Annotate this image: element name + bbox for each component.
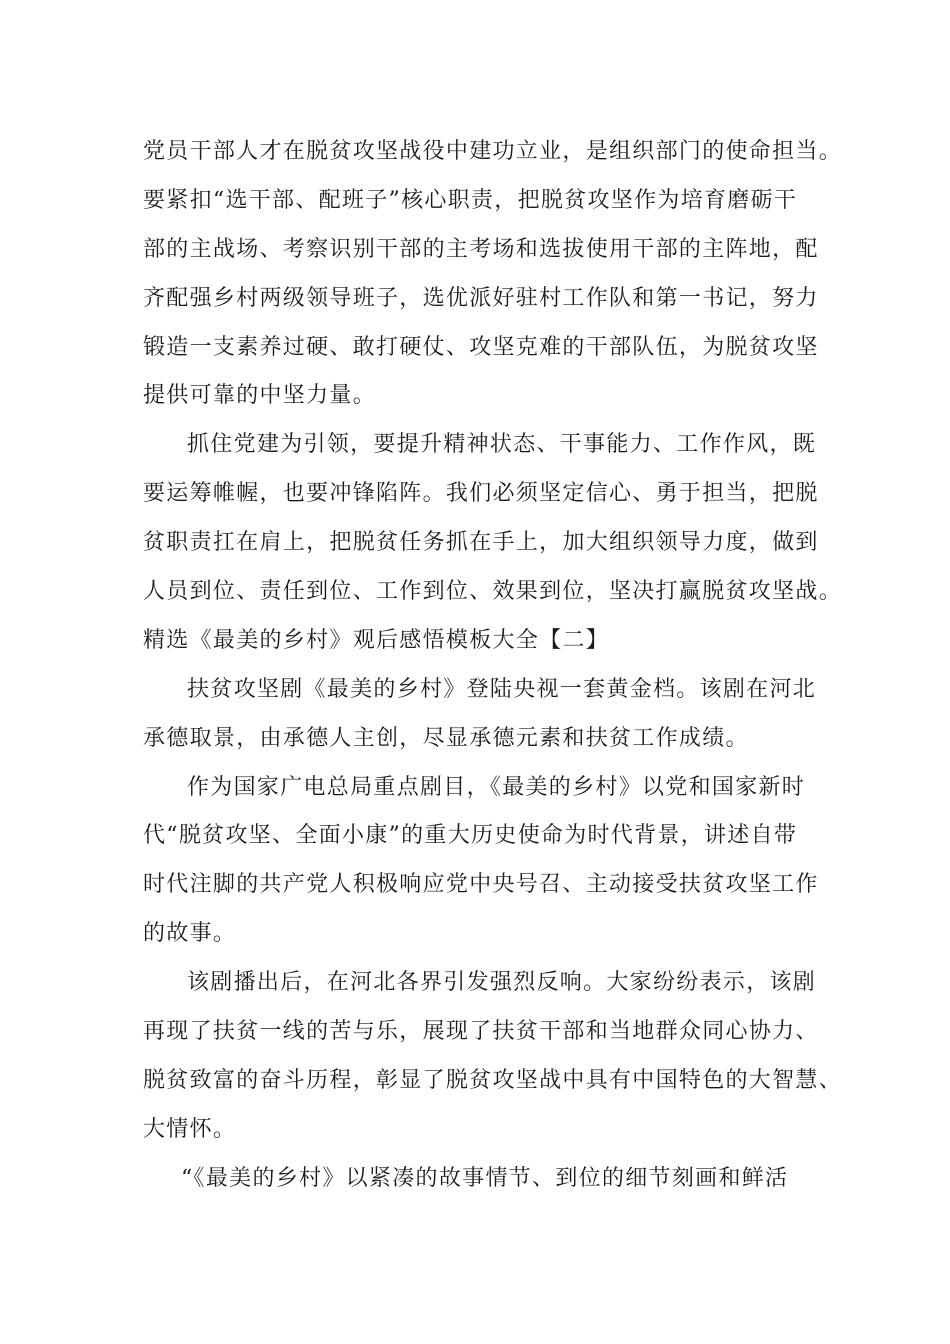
text-line: 时代注脚的共产党人积极响应党中央号召、主动接受扶贫攻坚工作 [143, 872, 819, 898]
text-line: 脱贫致富的奋斗历程，彰显了脱贫攻坚战中具有中国特色的大智慧、 [143, 1067, 843, 1093]
text-line: 锻造一支素养过硬、敢打硬仗、攻坚克难的干部队伍，为脱贫攻坚 [143, 334, 819, 360]
text-line: 该剧播出后，在河北各界引发强烈反响。大家纷纷表示，该剧 [187, 970, 817, 996]
text-line: 要紧扣“选干部、配班子”核心职责，把脱贫攻坚作为培育磨砺干 [143, 187, 798, 213]
text-line: “《最美的乡村》以紧凑的故事情节、到位的细节刻画和鲜活 [181, 1165, 789, 1191]
text-line: 代“脱贫攻坚、全面小康”的重大历史使命为时代背景，讲述自带 [143, 823, 798, 849]
text-line: 党员干部人才在脱贫攻坚战役中建功立业，是组织部门的使命担当。 [143, 139, 843, 164]
text-line: 齐配强乡村两级领导班子，选优派好驻村工作队和第一书记，努力 [143, 285, 819, 311]
section-heading: 精选《最美的乡村》观后感悟模板大全【二】 [143, 627, 610, 653]
text-line: 人员到位、责任到位、工作到位、效果到位，坚决打赢脱贫攻坚战。 [143, 579, 843, 605]
text-line: 抓住党建为引领，要提升精神状态、干事能力、工作作风，既 [187, 432, 817, 458]
text-line: 扶贫攻坚剧《最美的乡村》登陆央视一套黄金档。该剧在河北 [187, 676, 817, 702]
text-line: 大情怀。 [143, 1116, 237, 1142]
text-line: 的故事。 [143, 921, 237, 947]
text-line: 贫职责扛在肩上，把脱贫任务抓在手上，加大组织领导力度，做到 [143, 530, 819, 556]
text-line: 作为国家广电总局重点剧目，《最美的乡村》以党和国家新时 [187, 774, 806, 800]
body-text [143, 128, 843, 1204]
text-line: 部的主战场、考察识别干部的主考场和选拔使用干部的主阵地，配 [143, 236, 819, 262]
text-line: 再现了扶贫一线的苦与乐，展现了扶贫干部和当地群众同心协力、 [143, 1019, 819, 1045]
text-line: 要运筹帷幄，也要冲锋陷阵。我们必须坚定信心、勇于担当，把脱 [143, 481, 819, 507]
text-line: 提供可靠的中坚力量。 [143, 383, 377, 409]
text-line: 承德取景，由承德人主创，尽显承德元素和扶贫工作成绩。 [143, 725, 749, 751]
